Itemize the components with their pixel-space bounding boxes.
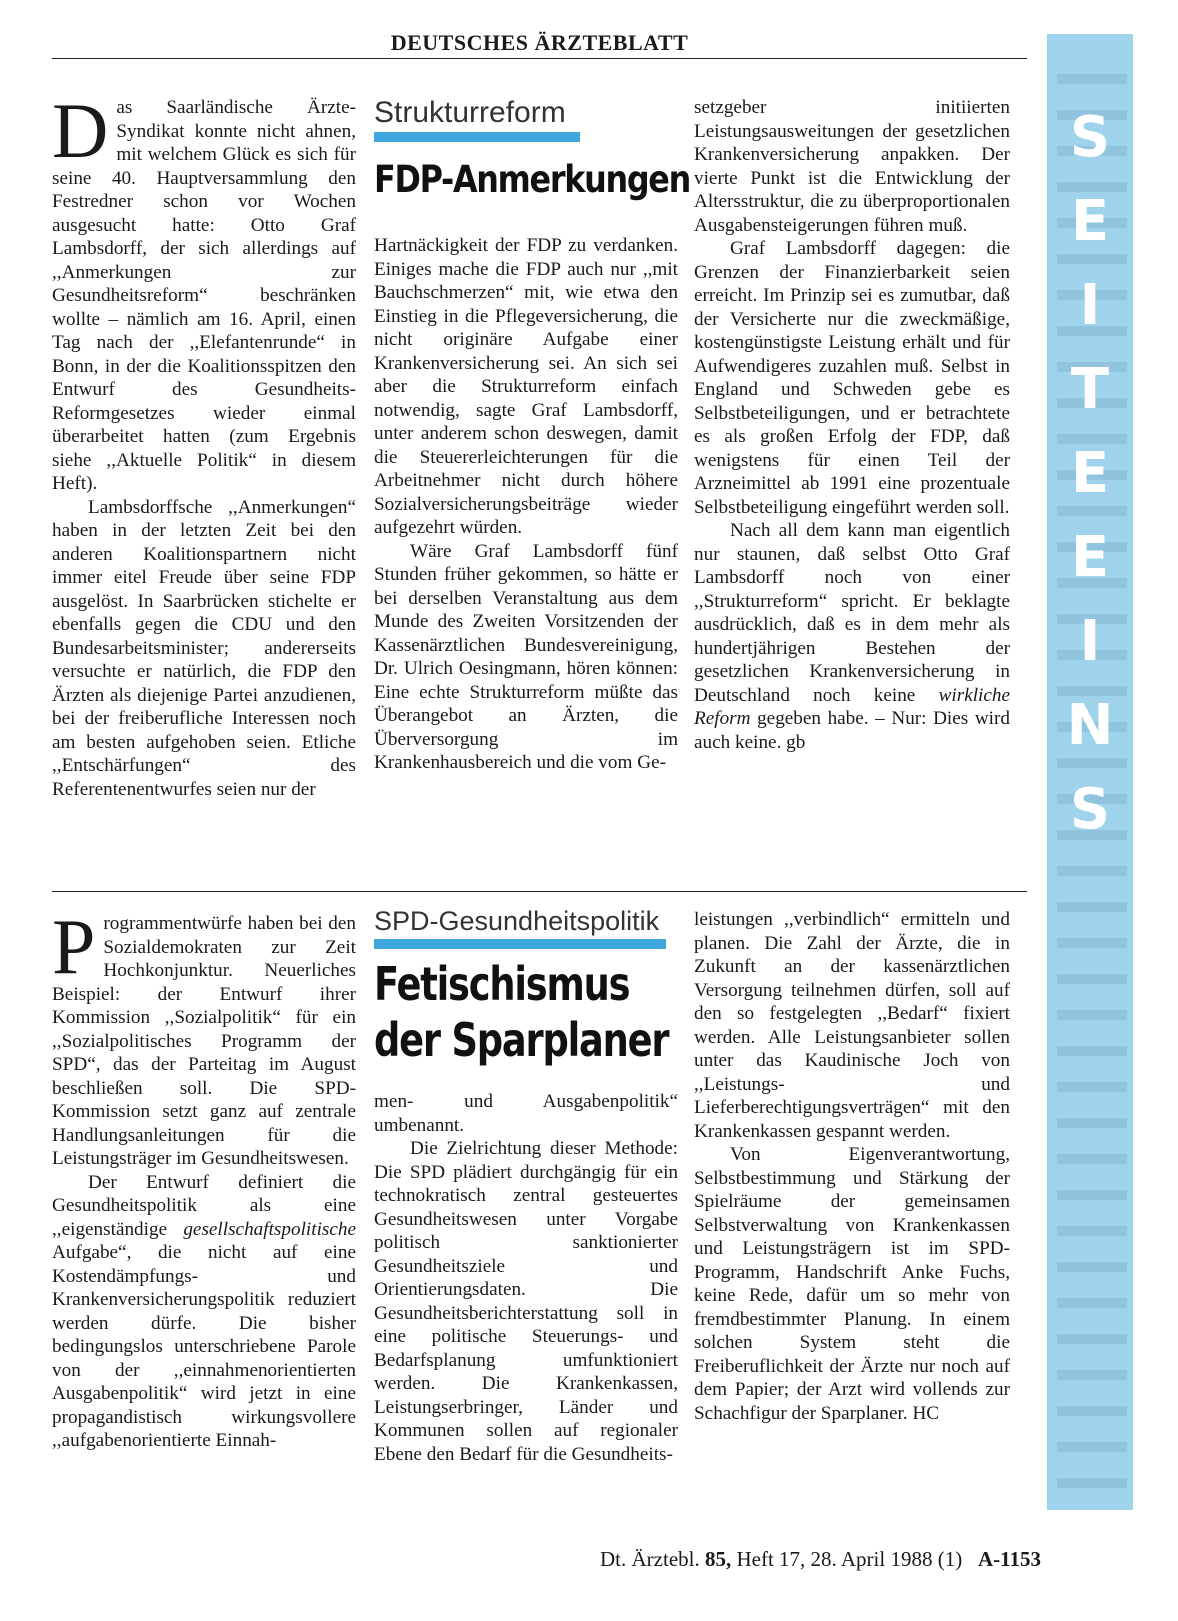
paragraph: Graf Lambsdorff dagegen: die Grenzen der Finanzierbarkeit seien erreicht. Im Prinzip sei es zumutbar, daß der Versicherte nur die zweckmäßige, kostengünstigste Leistung erhält und für Aufwendigeres zuzahlen muß. Selbst in England und Schweden gebe es Selbstbeteiligungen, und er betrachtete es als großen Erfolg der FDP, daß wenigstens für einen Teil der Arzneimittel ab 1991 eine prozentuale Selbstbeteiligung eingeführt werden soll. <box>694 238 1010 518</box>
sidebar-letter: I <box>1079 273 1101 338</box>
text-run: Nach all dem kann man eigentlich nur staunen, daß selbst Otto Graf Lambsdorff noch von einer ,,Strukturreform“ spricht. Er beklagte ausdrücklich, daß es in dem mehr als hundertjährigen Bestehen der gesetzlichen Krankenversicherung in Deutschland noch keine <box>694 520 1010 706</box>
headline-line: der Sparplaner <box>374 1013 669 1067</box>
sidebar-letter: E <box>1070 189 1110 254</box>
top-rule <box>52 58 1027 59</box>
emphasis: wirkliche Reform <box>694 684 1010 729</box>
sidebar-letter: S <box>1069 105 1111 170</box>
sidebar-letter: E <box>1070 441 1110 506</box>
article2-column-1 <box>52 903 356 1453</box>
kicker-bar <box>374 939 666 949</box>
headline-line: Fetischismus <box>374 957 630 1011</box>
article1-headline: FDP-Anmerkungen <box>374 158 690 201</box>
journal-abbrev: Dt. Ärztebl. <box>600 1547 700 1571</box>
paragraph <box>694 519 1010 754</box>
dropcap: D <box>52 87 109 174</box>
paragraph: setzgeber initiierten Leistungsausweitungen der gesetzlichen Krankenversicherung anpakken. Der vierte Punkt ist die Entwicklung der Altersstruktur, die zu überproportionalen Ausgabensteigerungen führen muß. <box>694 97 1010 236</box>
sidebar-letter: N <box>1066 693 1114 758</box>
paragraph: leistungen ,,verbindlich“ ermitteln und planen. Die Zahl der Ärzte, die in Zukunft an der kassenärztlichen Versorgung teilnehmen dürfen, soll auf den so festgelegten ,,Bedarf“ fixiert werden. Alle Leistungsanbieter sollen unter das Kaudinische Joch von ,,Leistungs- und Lieferberechtigungsverträgen“ mit den Krankenkassen gespannt werden. <box>694 909 1010 1142</box>
paragraph: men- und Ausgabenpolitik“ umbenannt. <box>374 1091 678 1136</box>
issue-info: Heft 17, 28. April 1988 (1) <box>736 1547 963 1571</box>
section-rule <box>52 891 1027 892</box>
sidebar-seite-eins <box>1047 34 1133 1510</box>
paragraph <box>52 1171 356 1453</box>
article1-column-3 <box>694 96 1010 754</box>
emphasis: gesellschaftspolitische <box>183 1218 356 1240</box>
paragraph: Von Eigenverantwortung, Selbstbestimmung und Stärkung der Spielräume der gemeinsamen Selbstverwaltung von Krankenkassen und Leistungsträgern ist im SPD-Programm, Handschrift Anke Fuchs, keine Rede, dafür um so mehr von fremdbestimmter Planung. In einem solchen System steht die Freiberuflichkeit der Ärzte nur noch auf dem Papier; der Arzt wird vollends zur Schachfigur der Sparplaner. HC <box>694 1144 1010 1424</box>
sidebar-letters <box>1047 96 1133 852</box>
sidebar-letter: E <box>1070 525 1110 590</box>
volume-number: 85, <box>704 1547 732 1571</box>
page-footer <box>600 1547 1041 1572</box>
paragraph: Lambsdorffsche ,,Anmerkungen“ haben in der letzten Zeit bei den anderen Koalitionspartnern nicht immer eitel Freude über seine FDP ausgelöst. In Saarbrücken stichelte er ebenfalls gegen die CDU und den Bundesarbeitsminister; andererseits versuchte er natürlich, die FDP den Ärzten als diejenige Partei anzudienen, bei der freiberufliche Interessen noch am besten aufgehoben seien. Etliche ,,Entschärfungen“ des Referentenentwurfes seien nur der <box>52 496 356 800</box>
article2-column-3 <box>694 908 1010 1425</box>
paragraph: Wäre Graf Lambsdorff fünf Stunden früher gekommen, so hätte er bei derselben Veranstaltung aus dem Munde des Zweiten Vorsitzenden der Kassenärztlichen Bundesvereinigung, Dr. Ulrich Oesingmann, hören können: Eine echte Strukturreform müßte das Überangebot an Ärzten, die Überversorgung im Krankenhausbereich und die vom Ge- <box>374 540 678 773</box>
paragraph: as Saarländische Ärzte-Syndikat konnte nicht ahnen, mit welchem Glück es sich für seine 40. Hauptversammlung den Festredner schon vor Wochen ausgesucht hatte: Otto Graf Lambsdorff, der sich allerdings auf ,,Anmerkungen zur Gesundheitsreform“ beschränken wollte – nämlich am 16. April, einen Tag nach der ,,Elefantenrunde“ in Bonn, in der die Koalitionsspitzen den Entwurf des Gesundheits-Reformgesetzes wieder einmal überarbeitet hatten (zum Ergebnis siehe ,,Aktuelle Politik“ in diesem Heft). <box>52 97 356 494</box>
text-run: gegeben habe. – Nur: Dies wird auch keine. gb <box>694 708 1010 753</box>
dropcap: P <box>52 903 96 990</box>
article1-column-2 <box>374 234 678 775</box>
article2-column-2 <box>374 1090 678 1466</box>
text-run: Aufgabe“, die nicht auf eine Kostendämpfungs- und Krankenversicherungspolitik reduziert werden dürfe. Die bisher bedingungslos unterschriebene Parole von der ,,einnahmenorientierten Ausgabenpolitik“ wird jetzt in eine propagandistisch wirkungsvollere ,,aufgabenorientierte Einnah- <box>52 1242 356 1451</box>
article2-headline <box>374 956 668 1068</box>
text-run: Der Entwurf definiert die Gesundheitspolitik als eine ,,eigenständige <box>52 1171 356 1240</box>
article2-kicker <box>374 906 684 949</box>
paragraph: Hartnäckigkeit der FDP zu verdanken. Einiges mache die FDP auch nur ,,mit Bauchschmerzen“ mit, wie etwa den Einstieg in die Pflegeversicherung, die nicht originäre Aufgabe einer Krankenversicherung sei. An sich sei aber die Strukturreform einfach notwendig, sagte Graf Lambsdorff, unter anderem schon deswegen, damit die Steuererleichterungen für die Arbeitnehmer nicht durch höhere Sozialversicherungsbeiträge wieder aufgezehrt würden. <box>374 235 678 538</box>
kicker-text: Strukturreform <box>374 96 566 129</box>
kicker-bar <box>374 132 580 142</box>
sidebar-letter: I <box>1079 609 1101 674</box>
kicker-text: SPD-Gesundheitspolitik <box>374 906 660 936</box>
page-number: A-1153 <box>977 1547 1041 1571</box>
paragraph: rogrammentwürfe haben bei den Sozialdemokraten zur Zeit Hochkonjunktur. Neuerliches Beispiel: der Entwurf ihrer Kommission ,,Sozialpolitik“ für ein ,,Sozialpolitisches Programm der SPD“, das der Parteitag im August beschließen soll. Die SPD-Kommission setzt ganz auf zentrale Handlungsanleitungen für die Leistungsträger im Gesundheitswesen. <box>52 913 356 1169</box>
sidebar-letter: S <box>1069 777 1111 842</box>
paragraph: Die Zielrichtung dieser Methode: Die SPD plädiert durchgängig für ein technokratisch zentral gesteuertes Gesundheitswesen unter Vorgabe politisch sanktionierter Gesundheitsziele und Orientierungsdaten. Die Gesundheitsberichterstattung soll in eine politische Steuerungs- und Bedarfsplanung umfunktioniert werden. Die Krankenkassen, Leistungserbringer, Länder und Kommunen sollen auf regionaler Ebene den Bedarf für die Gesundheits- <box>374 1138 678 1465</box>
article1-kicker <box>374 96 678 142</box>
sidebar-letter: T <box>1070 357 1110 422</box>
article1-column-1 <box>52 87 356 801</box>
masthead: DEUTSCHES ÄRZTEBLATT <box>390 30 689 55</box>
